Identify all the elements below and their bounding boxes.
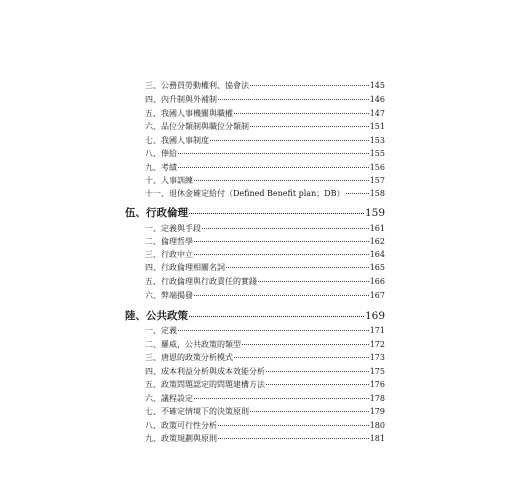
toc-entry-page: 151 [369, 122, 385, 131]
leader-dots [250, 85, 369, 86]
leader-dots [194, 295, 369, 296]
toc-entry-page: 178 [369, 394, 385, 403]
leader-dots [189, 213, 364, 214]
toc-entry [145, 420, 385, 431]
toc-entry [145, 276, 385, 287]
leader-dots [250, 126, 369, 127]
toc-section-page: 159 [364, 207, 385, 219]
toc-entry-page: 179 [369, 407, 385, 416]
leader-dots [194, 398, 369, 399]
toc-entry-label: 六、議程設定 [145, 394, 193, 403]
toc-entry-label: 三、公務員勞動權利、協會法 [145, 81, 249, 90]
toc-entry-label: 一、定義 [145, 326, 177, 335]
toc-entry [145, 94, 385, 105]
toc-entry [145, 393, 385, 404]
toc-entry-page: 175 [369, 367, 385, 376]
toc-entry-label: 六、品位分類制與職位分類制 [145, 122, 249, 131]
toc-entry-page: 161 [369, 224, 385, 233]
toc-section-label: 陸、公共政策 [125, 310, 188, 322]
toc-entry [145, 188, 385, 199]
toc-entry-label: 九、政策規劃與原則 [145, 434, 217, 443]
toc-entry-label: 八、政策可行性分析 [145, 421, 217, 430]
toc-entry-label: 四、內升制與外補制 [145, 95, 217, 104]
toc-section-heading [125, 309, 385, 323]
toc-entry [145, 249, 385, 260]
leader-dots [242, 344, 369, 345]
toc-entry-page: 181 [369, 434, 385, 443]
toc-entry [145, 236, 385, 247]
toc-entry-label: 二、倫理哲學 [145, 237, 193, 246]
toc-entry-label: 八、俸給 [145, 149, 177, 158]
toc-entry-page: 176 [369, 380, 385, 389]
toc-entry [145, 162, 385, 173]
toc-entry-page: 173 [369, 353, 385, 362]
toc-entry-label: 六、弊端揭發 [145, 291, 193, 300]
toc-entry [145, 262, 385, 273]
toc-entry [145, 148, 385, 159]
toc-section-page: 169 [364, 310, 385, 322]
toc-entry-label: 三、唐恩的政策分析模式 [145, 353, 233, 362]
toc-entry [145, 433, 385, 444]
toc-entry [145, 325, 385, 336]
toc-entry-page: 153 [369, 136, 385, 145]
toc-entry-label: 七、我國人事制度 [145, 136, 209, 145]
toc-entry-page: 172 [369, 340, 385, 349]
toc-entry [145, 135, 385, 146]
toc-entry [145, 379, 385, 390]
toc-entry-page: 145 [369, 81, 385, 90]
toc-entry-page: 147 [369, 109, 385, 118]
toc-entry-page: 166 [369, 277, 385, 286]
toc-entry-page: 156 [369, 163, 385, 172]
toc-entry-page: 164 [369, 250, 385, 259]
toc-entry-label: 九、考績 [145, 163, 177, 172]
leader-dots [266, 384, 369, 385]
leader-dots [178, 167, 369, 168]
leader-dots [250, 411, 369, 412]
toc-entry [145, 339, 385, 350]
toc-entry-label: 五、政策問題認定的問題建構方法 [145, 380, 265, 389]
toc-entry [145, 175, 385, 186]
leader-dots [178, 330, 369, 331]
leader-dots [346, 193, 369, 194]
toc-entry-label: 七、不確定情境下的決策原則 [145, 407, 249, 416]
toc-section-heading [125, 206, 385, 220]
leader-dots [218, 99, 369, 100]
leader-dots [234, 113, 369, 114]
toc-entry-label: 三、行政中立 [145, 250, 193, 259]
leader-dots [226, 267, 369, 268]
toc-entry-page: 157 [369, 176, 385, 185]
toc-entry-page: 155 [369, 149, 385, 158]
toc-entry-label: 十一、退休金確定給付（Defined Benefit plan；DB） [145, 189, 345, 198]
toc-entry-label: 二、羅威，公共政策的類型 [145, 340, 241, 349]
leader-dots [194, 241, 369, 242]
toc-entry [145, 223, 385, 234]
toc-entry-page: 180 [369, 421, 385, 430]
toc-entry-page: 158 [369, 189, 385, 198]
toc-entry [145, 108, 385, 119]
toc-entry-label: 五、行政倫理與行政責任的實踐 [145, 277, 257, 286]
toc-entry-page: 171 [369, 326, 385, 335]
leader-dots [189, 316, 364, 317]
toc-entry-label: 一、定義與手段 [145, 224, 201, 233]
leader-dots [194, 254, 369, 255]
leader-dots [218, 425, 369, 426]
toc-entry-label: 五、我國人事機關與職權 [145, 109, 233, 118]
toc-entry [145, 290, 385, 301]
leader-dots [266, 371, 369, 372]
leader-dots [218, 438, 369, 439]
leader-dots [178, 153, 369, 154]
toc-entry-label: 四、行政倫理相關名詞 [145, 263, 225, 272]
toc-entry [145, 352, 385, 363]
toc-entry-label: 十、人事訓練 [145, 176, 193, 185]
toc-entry-page: 162 [369, 237, 385, 246]
toc-entry-page: 167 [369, 291, 385, 300]
leader-dots [234, 357, 369, 358]
toc-entry-label: 四、成本利益分析與成本效能分析 [145, 367, 265, 376]
toc-entry-page: 146 [369, 95, 385, 104]
leader-dots [194, 180, 369, 181]
toc-entry [145, 121, 385, 132]
leader-dots [258, 281, 369, 282]
toc-entry [145, 80, 385, 91]
leader-dots [210, 140, 369, 141]
leader-dots [202, 228, 369, 229]
toc-entry [145, 366, 385, 377]
toc-entry-page: 165 [369, 263, 385, 272]
toc-entry [145, 406, 385, 417]
toc-section-label: 伍、行政倫理 [125, 207, 188, 219]
